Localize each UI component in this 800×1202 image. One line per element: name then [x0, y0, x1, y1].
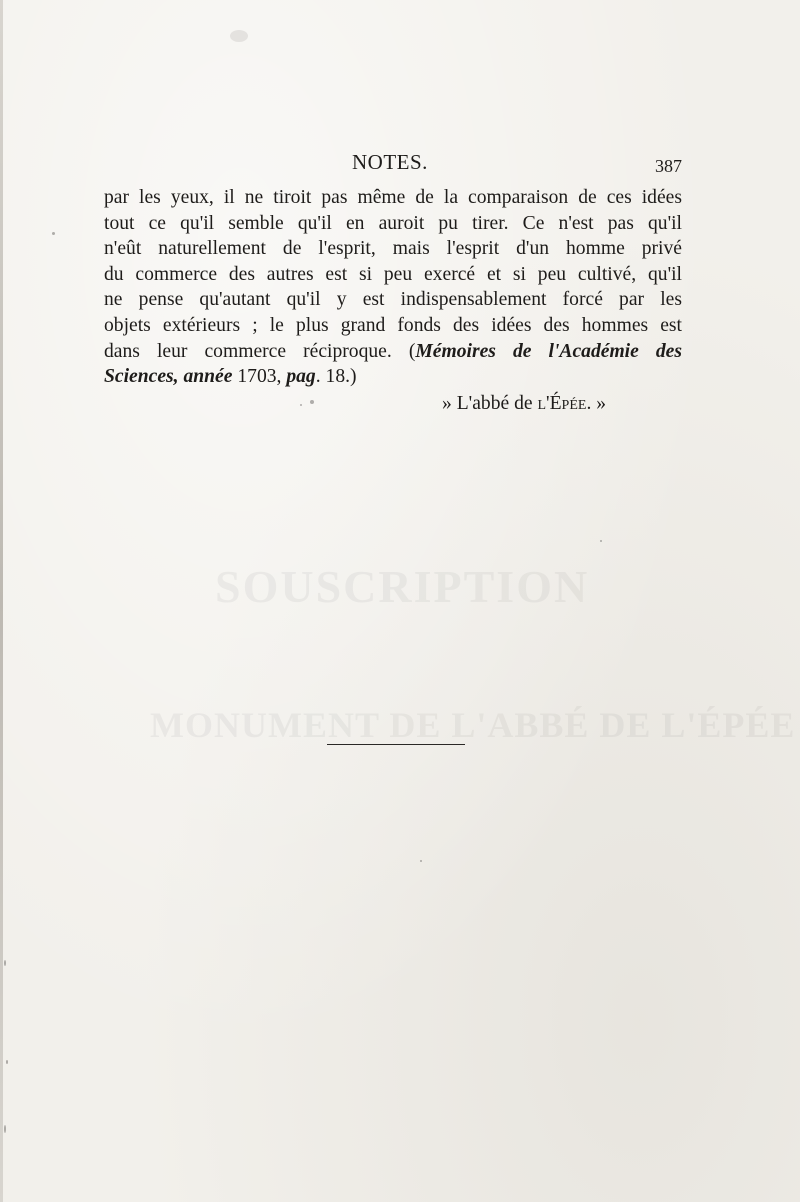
bleed-through-text: MONUMENT DE L'ABBÉ DE L'ÉPÉE — [150, 705, 796, 745]
page-number: 387 — [655, 156, 682, 176]
text-line: du commerce des autres est si peu exercé et si peu cultivé, qu'il — [104, 263, 682, 285]
text-line — [104, 364, 682, 390]
paper-speck — [420, 860, 422, 862]
citation-italic: Sciences, année — [104, 366, 238, 388]
text-run: dans leur commerce réciproque. ( — [104, 340, 416, 362]
citation-italic: Mémoires de l'Académie des — [415, 340, 682, 362]
paper-speck — [310, 400, 314, 404]
signature-name: l'Épée — [537, 393, 587, 414]
paper-speck — [300, 404, 302, 406]
section-rule — [327, 744, 465, 745]
text-line: n'eût naturellement de l'esprit, mais l'esprit d'un homme privé — [104, 238, 682, 260]
citation-year: 1703, — [237, 366, 287, 388]
text-line: ne pense qu'autant qu'il y est indispensablement forcé par les — [104, 289, 682, 311]
text-line: tout ce qu'il semble qu'il en auroit pu tirer. Ce n'est pas qu'il — [104, 212, 682, 234]
citation-italic: pag — [286, 366, 316, 388]
signature-prefix: » L'abbé de — [442, 393, 538, 414]
text-line — [104, 339, 682, 365]
signature-suffix: . » — [586, 393, 607, 414]
page-header — [104, 150, 682, 184]
paper-speck — [230, 30, 248, 42]
running-title: NOTES. — [352, 150, 428, 174]
paper-speck — [600, 540, 602, 542]
paper-speck — [52, 232, 55, 235]
paper-speck — [6, 1060, 8, 1064]
bleed-through-text: SOUSCRIPTION — [215, 561, 590, 612]
text-line: par les yeux, il ne tiroit pas même de la comparaison de ces idées — [104, 187, 682, 208]
body-text — [104, 185, 682, 390]
paper-speck — [4, 1125, 6, 1133]
text-run: . 18.) — [315, 366, 357, 388]
signature — [442, 393, 606, 415]
paper-speck — [4, 960, 6, 966]
page-edge — [0, 0, 3, 1202]
text-line: objets extérieurs ; le plus grand fonds des idées des hommes est — [104, 314, 682, 336]
